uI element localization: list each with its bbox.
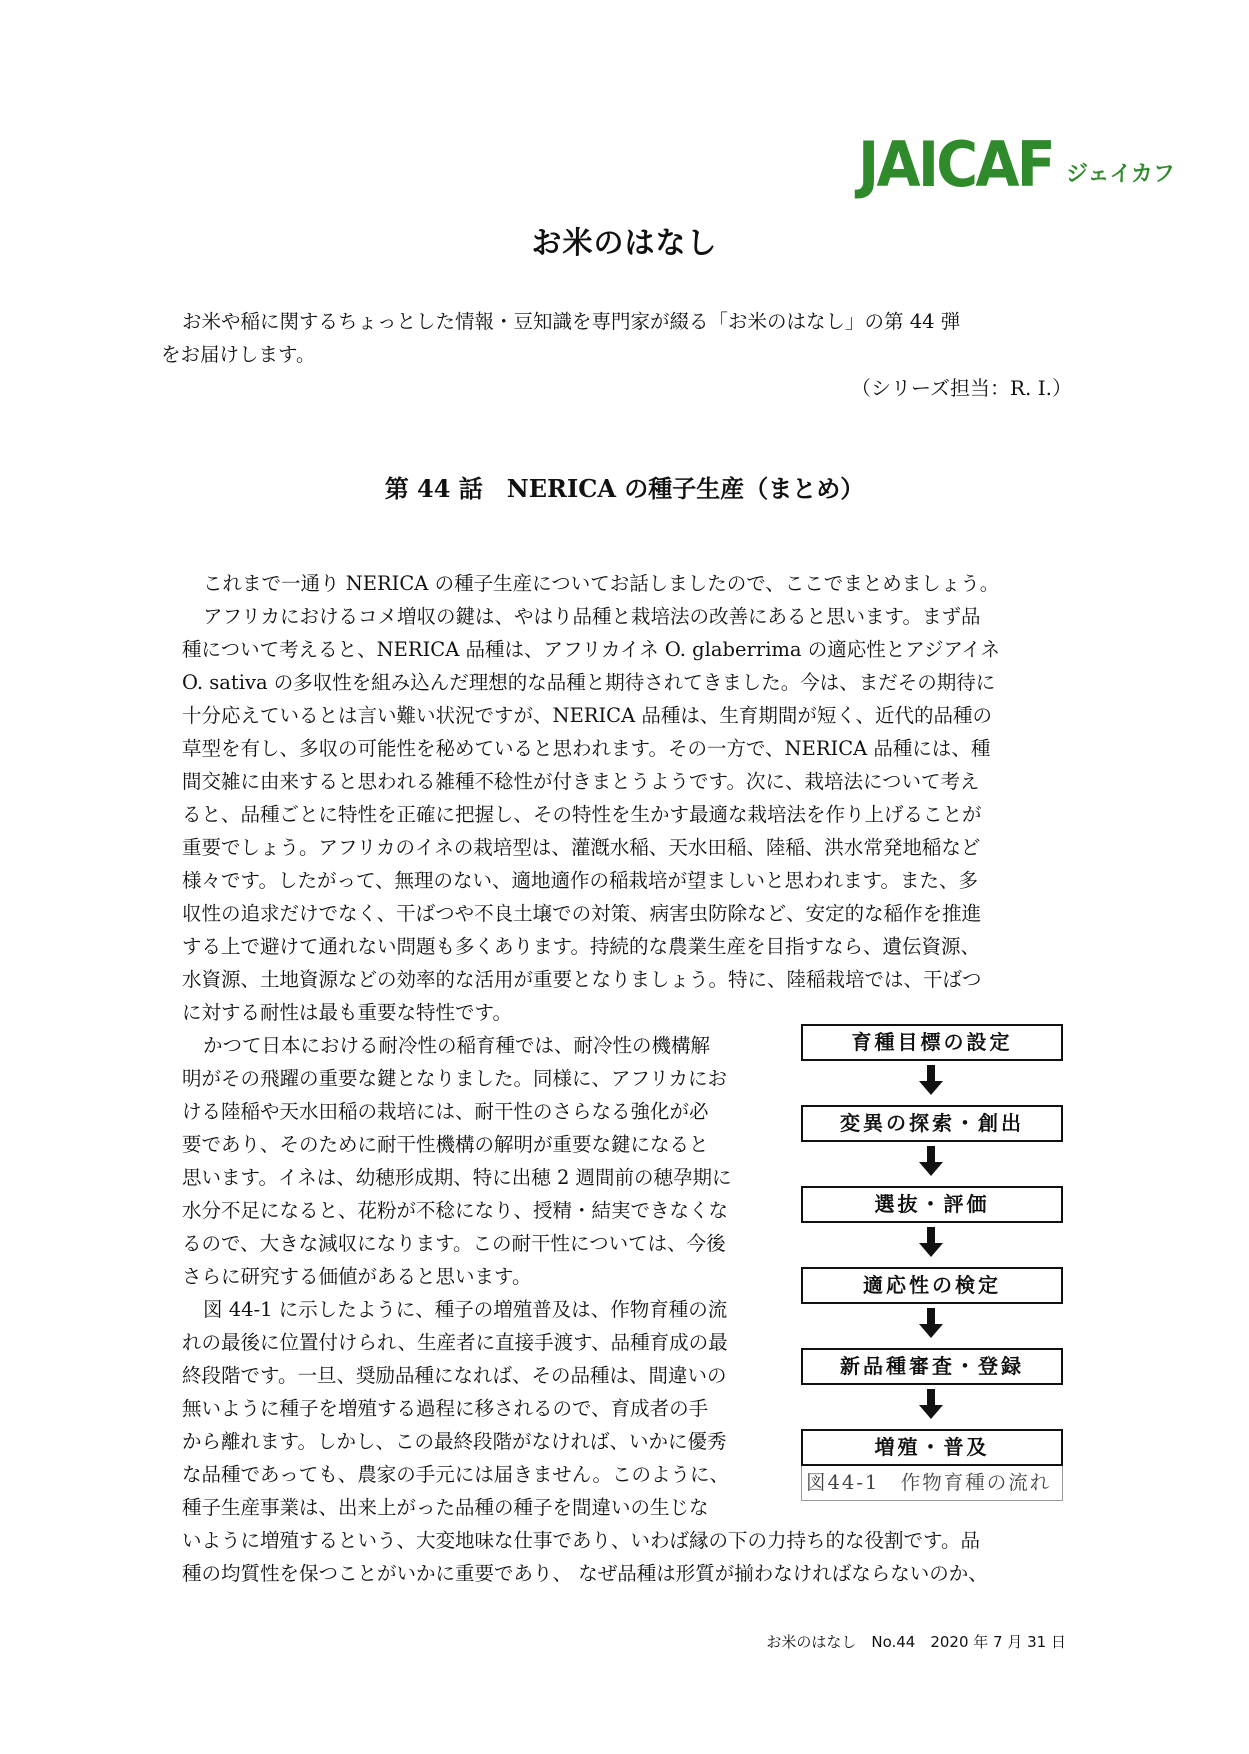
body-line: 無いように種子を増殖する過程に移されるので、育成者の手: [182, 1397, 709, 1420]
jaicaf-logo: [858, 128, 1175, 201]
logo-sub-text: ジェイカフ: [1065, 162, 1175, 187]
flow-step: 変異の探索・創出: [801, 1105, 1063, 1142]
series-title: お米のはなし: [531, 226, 718, 261]
body-line: な品種であっても、農家の手元には届きません。このように、: [182, 1463, 729, 1486]
down-arrow-icon: [801, 1385, 1063, 1429]
flow-step: 適応性の検定: [801, 1267, 1063, 1304]
breeding-flow-diagram: [801, 1024, 1063, 1501]
intro-line-2: をお届けします。: [161, 343, 316, 366]
body-line: 草型を有し、多収の可能性を秘めていると思われます。その一方で、NERICA 品種には、種: [182, 737, 991, 760]
down-arrow-icon: [801, 1142, 1063, 1186]
body-line: 種の均質性を保つことがいかに重要であり、 なぜ品種は形質が揃わなければならないのか、: [182, 1562, 988, 1585]
body-line: さらに研究する価値があると思います。: [182, 1265, 532, 1288]
body-line: るので、大きな減収になります。この耐干性については、今後: [182, 1232, 726, 1255]
flow-step: 新品種審査・登録: [801, 1348, 1063, 1385]
body-line: れの最後に位置付けられ、生産者に直接手渡す、品種育成の最: [182, 1331, 728, 1354]
body-line: 水分不足になると、花粉が不稔になり、授精・結実できなくな: [182, 1199, 729, 1222]
body-line: から離れます。しかし、この最終段階がなければ、いかに優秀: [182, 1430, 727, 1453]
body-line: 要であり、そのために耐干性機構の解明が重要な鍵になると: [182, 1133, 709, 1156]
body-line: 種子生産事業は、出来上がった品種の種子を間違いの生じな: [182, 1496, 709, 1519]
body-line: 明がその飛躍の重要な鍵となりました。同様に、アフリカにお: [182, 1067, 728, 1090]
down-arrow-icon: [801, 1304, 1063, 1348]
body-line: 収性の追求だけでなく、干ばつや不良土壌での対策、病害虫防除など、安定的な稲作を推進: [182, 902, 982, 925]
body-line: これまで一通り NERICA の種子生産についてお話しましたので、ここでまとめましょう。: [203, 572, 1000, 595]
intro-paragraph: [161, 305, 1082, 371]
intro-line-1: お米や稲に関するちょっとした情報・豆知識を専門家が綴る「お米のはなし」の第 44 弾: [182, 310, 961, 333]
body-line: 重要でしょう。アフリカのイネの栽培型は、灌漑水稲、天水田稲、陸稲、洪水常発地稲など: [182, 836, 981, 859]
body-line: 十分応えているとは言い難い状況ですが、NERICA 品種は、生育期間が短く、近代的品種の: [182, 704, 992, 727]
body-line: 様々です。したがって、無理のない、適地適作の稲栽培が望ましいと思われます。また、多: [182, 869, 978, 892]
flow-step: 増殖・普及: [801, 1429, 1063, 1466]
body-line: に対する耐性は最も重要な特性です。: [182, 1001, 512, 1024]
body-line: O. sativa の多収性を組み込んだ理想的な品種と期待されてきました。今は、まだその期待に: [182, 671, 996, 694]
body-line: 思います。イネは、幼穂形成期、特に出穂 2 週間前の穂孕期に: [182, 1166, 732, 1189]
down-arrow-icon: [801, 1223, 1063, 1267]
down-arrow-icon: [801, 1061, 1063, 1105]
body-line: ると、品種ごとに特性を正確に把握し、その特性を生かす最適な栽培法を作り上げることが: [182, 803, 982, 826]
page-footer: お米のはなし No.44 2020 年 7 月 31 日: [766, 1633, 1066, 1651]
flow-step: 選抜・評価: [801, 1186, 1063, 1223]
logo-main-text: JAICAF: [858, 128, 1054, 201]
body-line: かつて日本における耐冷性の稲育種では、耐冷性の機構解: [203, 1034, 711, 1057]
body-line: 水資源、土地資源などの効率的な活用が重要となりましょう。特に、陸稲栽培では、干ばつ: [182, 968, 982, 991]
figure-caption: 図44-1 作物育種の流れ: [801, 1466, 1063, 1501]
chapter-title: 第 44 話 NERICA の種子生産（まとめ）: [384, 474, 865, 503]
flow-step: 育種目標の設定: [801, 1024, 1063, 1061]
body-line: 図 44-1 に示したように、種子の増殖普及は、作物育種の流: [203, 1298, 728, 1321]
body-line: 間交雑に由来すると思われる雑種不稔性が付きまとうようです。次に、栽培法について考え: [182, 770, 980, 793]
body-line: 終段階です。一旦、奨励品種になれば、その品種は、間違いの: [182, 1364, 727, 1387]
body-line: ける陸稲や天水田稲の栽培には、耐干性のさらなる強化が必: [182, 1100, 709, 1123]
body-line: アフリカにおけるコメ増収の鍵は、やはり品種と栽培法の改善にあると思います。まず品: [203, 605, 981, 628]
body-line: いように増殖するという、大変地味な仕事であり、いわば縁の下の力持ち的な役割です。品: [182, 1529, 980, 1552]
body-line: する上で避けて通れない問題も多くあります。持続的な農業生産を目指すなら、遺伝資源、: [182, 935, 980, 958]
series-charge: （シリーズ担当：R. I.）: [850, 376, 1072, 400]
body-line: 種について考えると、NERICA 品種は、アフリカイネ O. glaberrima の適応性とアジアイネ: [182, 638, 1001, 661]
